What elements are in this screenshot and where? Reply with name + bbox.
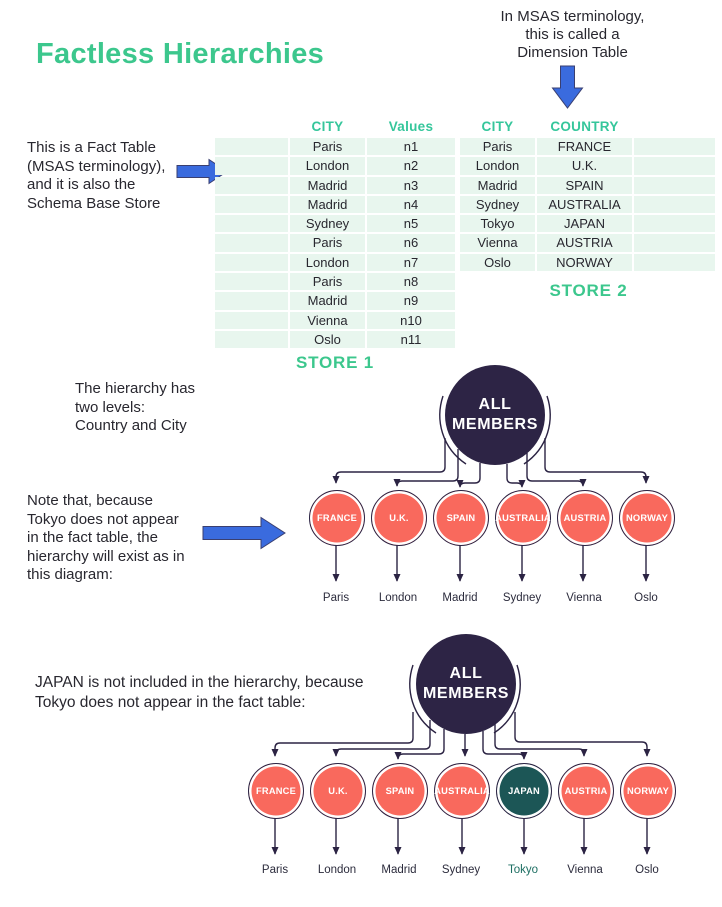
note-line: This is a Fact Table (27, 139, 156, 156)
table-cell-value: n9 (367, 292, 455, 309)
all-members-node (445, 365, 545, 465)
tokyo-note (27, 492, 185, 585)
city-label: Paris (261, 864, 289, 876)
note-line: JAPAN is not included in the hierarchy, because (35, 674, 364, 691)
city-label: Madrid (442, 592, 478, 604)
country-node (309, 490, 365, 546)
note-line: two levels: (75, 398, 146, 416)
country-node (558, 763, 614, 819)
table-cell-country: U.K. (537, 157, 632, 174)
table-cell-city: Paris (290, 273, 365, 290)
dimension-table-note (455, 8, 690, 62)
note-line: hierarchy will exist as in (27, 547, 185, 565)
fact-table-note (27, 139, 165, 213)
note-line: and it is also the (27, 176, 136, 193)
city-label: Sydney (441, 864, 481, 876)
city-label: Vienna (567, 864, 603, 876)
table-cell-empty (215, 273, 288, 290)
table-row (460, 196, 715, 213)
note-line: The hierarchy has (75, 380, 196, 397)
japan-note (35, 673, 364, 712)
table-cell-value: n11 (367, 331, 455, 348)
country-label: FRANCE (317, 513, 357, 523)
connector-line (545, 438, 646, 483)
country-node (310, 763, 366, 819)
connector-line (336, 720, 430, 756)
table-row (460, 157, 715, 174)
country-node (248, 763, 304, 819)
connector-line (515, 712, 647, 756)
table-cell-value: n10 (367, 312, 455, 329)
levels-note (75, 380, 195, 436)
country-node (619, 490, 675, 546)
table-cell-empty (634, 138, 715, 155)
table-cell-city: Oslo (290, 331, 365, 348)
arrow-down-icon (553, 66, 583, 108)
note-line: this diagram: (27, 566, 113, 583)
country-label: U.K. (328, 786, 348, 796)
root-label-line: MEMBERS (423, 685, 509, 702)
table-cell-value: n7 (367, 254, 455, 271)
note-line: In MSAS terminology, (500, 8, 645, 25)
country-node (557, 490, 613, 546)
root-label-line: ALL (478, 396, 512, 413)
country-node (495, 490, 551, 546)
table-cell-country: NORWAY (537, 254, 632, 271)
table-cell-country: SPAIN (537, 177, 632, 194)
store2-header-city: CITY (481, 119, 514, 134)
connector-line (460, 463, 480, 487)
note-line: Country and City (75, 417, 187, 434)
table-cell-city: Paris (460, 138, 535, 155)
store2-header-country: COUNTRY (550, 119, 619, 134)
city-label: Tokyo (507, 864, 539, 876)
note-line: Schema Base Store (27, 194, 161, 212)
table-cell-city: Oslo (460, 254, 535, 271)
table-row (460, 215, 715, 232)
table-cell-empty (634, 157, 715, 174)
country-node (434, 763, 490, 819)
table-cell-city: Sydney (460, 196, 535, 213)
table-cell-value: n4 (367, 196, 455, 213)
country-node (496, 763, 552, 819)
note-line: (MSAS terminology), (27, 157, 166, 175)
country-label: AUSTRALIA (495, 513, 551, 523)
connector-line (495, 724, 584, 756)
city-label: London (378, 592, 418, 604)
table-cell-city: Sydney (290, 215, 365, 232)
table-cell-empty (215, 157, 288, 174)
city-label: Vienna (566, 592, 602, 604)
table-cell-country: AUSTRALIA (537, 196, 632, 213)
country-label: AUSTRALIA (434, 786, 490, 796)
country-label: NORWAY (626, 786, 669, 796)
country-node (372, 763, 428, 819)
table-row (215, 331, 455, 348)
country-label: SPAIN (385, 786, 415, 796)
table-row (215, 312, 455, 329)
store1-label: STORE 1 (295, 353, 375, 372)
connector-line (275, 712, 413, 756)
table-cell-city: Madrid (290, 196, 365, 213)
connector-line (507, 464, 522, 487)
country-label: FRANCE (256, 786, 296, 796)
note-line: Dimension Table (517, 44, 628, 61)
store1-header-values: Values (388, 119, 434, 134)
table-cell-city: Madrid (460, 177, 535, 194)
note-line: in the fact table, the (27, 529, 158, 546)
table-cell-empty (215, 138, 288, 155)
connector-line (336, 438, 445, 483)
table-cell-value: n8 (367, 273, 455, 290)
table-cell-city: Vienna (290, 312, 365, 329)
country-node (620, 763, 676, 819)
connector-line (397, 449, 458, 486)
connector-line (483, 731, 524, 759)
table-row (215, 234, 455, 251)
city-label: Oslo (635, 864, 659, 876)
table-cell-city: Madrid (290, 177, 365, 194)
country-label: U.K. (389, 513, 409, 523)
connector-line (398, 729, 444, 759)
table-row (460, 177, 715, 194)
table-row (460, 234, 715, 251)
city-label: Oslo (634, 592, 658, 604)
table-cell-value: n2 (367, 157, 455, 174)
table-row (215, 138, 455, 155)
note-line: this is called a (525, 26, 620, 43)
arrow-right-icon (203, 518, 285, 549)
table-cell-empty (634, 196, 715, 213)
country-label: AUSTRIA (563, 513, 607, 523)
table-row (215, 215, 455, 232)
table-cell-empty (634, 234, 715, 251)
table-cell-empty (215, 292, 288, 309)
table-row (215, 177, 455, 194)
table-cell-empty (215, 312, 288, 329)
table-cell-country: FRANCE (537, 138, 632, 155)
table-cell-country: JAPAN (537, 215, 632, 232)
city-label: London (317, 864, 357, 876)
store1-header-city: CITY (311, 119, 344, 134)
note-line: Tokyo does not appear (27, 510, 179, 528)
connector-line (527, 453, 583, 486)
note-line: Tokyo does not appear in the fact table: (35, 693, 306, 711)
table-row (215, 196, 455, 213)
page-title: Factless Hierarchies (36, 38, 325, 70)
table-cell-value: n6 (367, 234, 455, 251)
table-cell-city: Madrid (290, 292, 365, 309)
table-cell-empty (215, 177, 288, 194)
root-label-line: MEMBERS (452, 416, 538, 433)
table-cell-empty (215, 234, 288, 251)
table-cell-empty (634, 177, 715, 194)
city-label: Paris (322, 592, 350, 604)
table-cell-country: AUSTRIA (537, 234, 632, 251)
root-label-line: ALL (449, 665, 483, 682)
store2-table (460, 138, 715, 273)
table-cell-value: n1 (367, 138, 455, 155)
country-label: AUSTRIA (564, 786, 608, 796)
table-cell-city: Tokyo (460, 215, 535, 232)
table-cell-value: n3 (367, 177, 455, 194)
table-cell-city: London (290, 157, 365, 174)
table-cell-city: London (290, 254, 365, 271)
table-cell-city: Vienna (460, 234, 535, 251)
table-cell-city: Paris (290, 138, 365, 155)
store2-label: STORE 2 (549, 281, 628, 300)
table-row (215, 254, 455, 271)
table-cell-empty (215, 196, 288, 213)
note-line: Note that, because (27, 492, 153, 509)
table-cell-city: Paris (290, 234, 365, 251)
table-row (460, 254, 715, 271)
country-node (433, 490, 489, 546)
table-cell-empty (634, 215, 715, 232)
table-cell-empty (215, 331, 288, 348)
country-node (371, 490, 427, 546)
table-cell-value: n5 (367, 215, 455, 232)
table-cell-city: London (460, 157, 535, 174)
table-row (215, 157, 455, 174)
table-cell-empty (215, 215, 288, 232)
all-members-node (416, 634, 516, 734)
table-cell-empty (634, 254, 715, 271)
table-row (215, 273, 455, 290)
country-label: NORWAY (625, 513, 668, 523)
city-label: Sydney (502, 592, 542, 604)
country-label: JAPAN (508, 786, 540, 796)
table-cell-empty (215, 254, 288, 271)
store1-table (215, 138, 455, 350)
city-label: Madrid (381, 864, 417, 876)
table-row (215, 292, 455, 309)
table-row (460, 138, 715, 155)
country-label: SPAIN (446, 513, 476, 523)
